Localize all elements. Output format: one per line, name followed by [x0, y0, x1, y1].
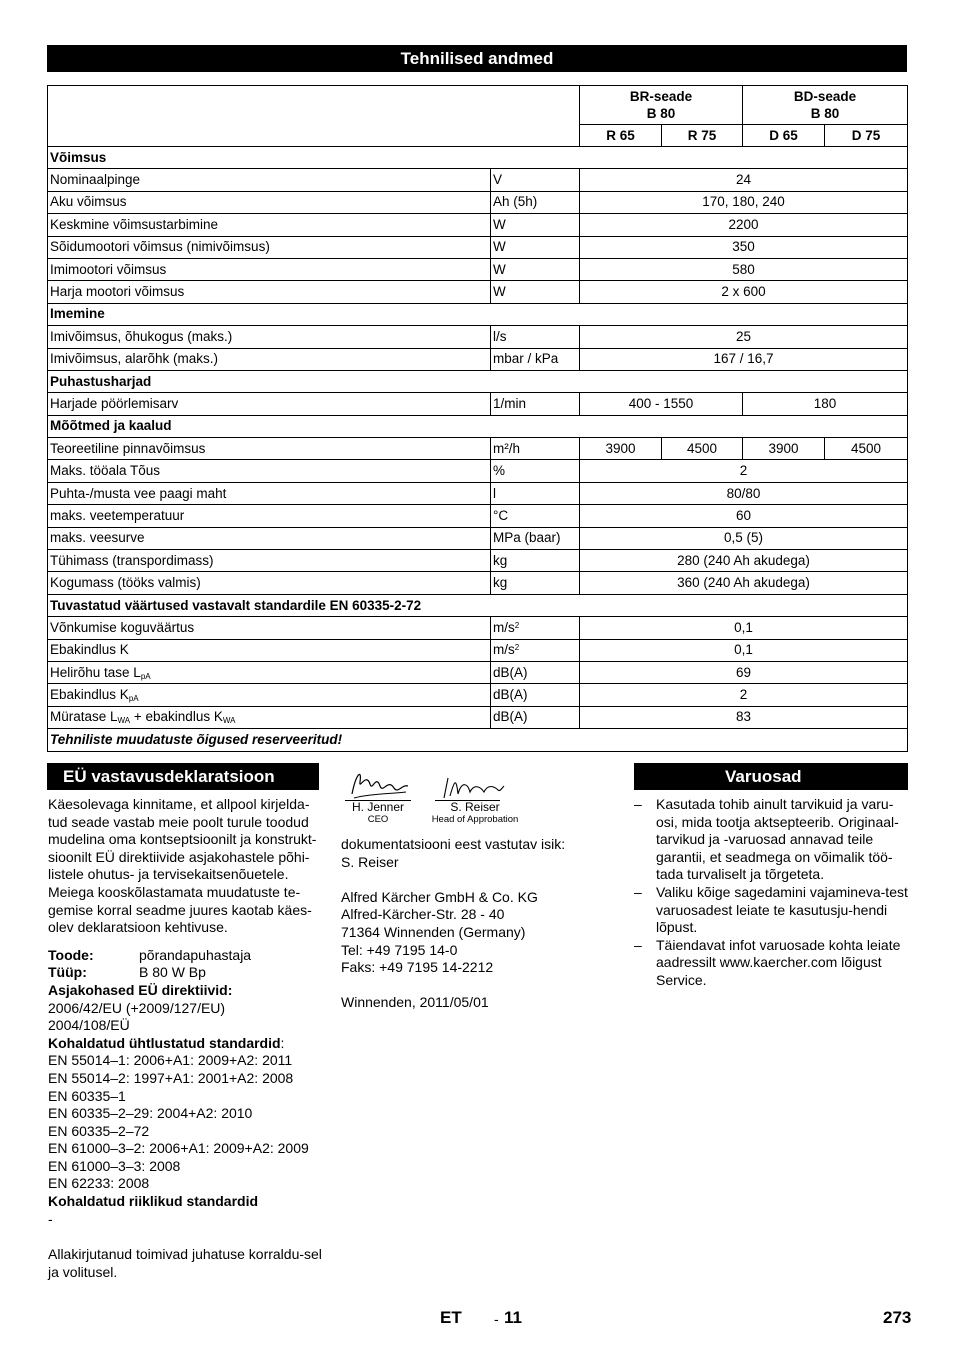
row-label [48, 661, 491, 683]
company-block [341, 836, 601, 1012]
row-label-text: Imimootori võimsus [50, 261, 167, 277]
row-label-text: maks. veetemperatuur [50, 507, 185, 523]
table-row [48, 661, 908, 683]
row-value: 24 [580, 169, 908, 191]
row-value: 180 [743, 393, 908, 415]
row-unit-text: W [493, 239, 506, 255]
variant-header: R 65 [580, 125, 662, 147]
row-unit [491, 281, 580, 303]
variant-header: D 65 [743, 125, 825, 147]
table-row [48, 438, 908, 460]
row-unit [491, 527, 580, 549]
footer-dash: - [494, 1311, 499, 1327]
row-value: 4500 [662, 438, 743, 460]
directive-item: 2004/108/EÜ [48, 1017, 130, 1034]
closing-text: Allakirjutanud toimivad juhatuse korraldu-sel ja volitusel. [48, 1246, 322, 1280]
row-unit-text: MPa (baar) [493, 530, 561, 546]
row-unit-text: mbar / kPa [493, 351, 559, 367]
list-item: – Täiendavat infot varuosade kohta leiate aadressilt www.kaercher.com lõigust Service. [634, 937, 908, 990]
row-unit [491, 684, 580, 706]
row-unit-text: Ah (5h) [493, 194, 538, 210]
standard-item: EN 60335–2–72 [48, 1122, 150, 1139]
table-row [48, 482, 908, 504]
footer-lang: ET [440, 1308, 462, 1327]
row-unit-text: m/s [493, 619, 515, 635]
row-value: 400 - 1550 [580, 393, 743, 415]
row-label-text: maks. veesurve [50, 530, 145, 546]
signer-2-name: S. Reiser [450, 800, 500, 814]
declaration-column [48, 796, 322, 1281]
directives-title: Asjakohased EÜ direktiivid: [48, 981, 233, 998]
standards-colon: : [280, 1034, 285, 1051]
table-section-row [48, 415, 908, 437]
row-label-text: Võnkumise koguväärtus [50, 619, 195, 635]
section-label: Võimsus [48, 147, 908, 169]
product-value: põrandapuhastaja [139, 946, 252, 963]
br-device-header [580, 86, 743, 125]
standard-item: EN 55014–2: 1997+A1: 2001+A2: 2008 [48, 1069, 294, 1086]
table-note-row [48, 729, 908, 751]
company-tel: Tel: +49 7195 14-0 [341, 941, 458, 958]
row-label [48, 550, 491, 572]
row-value: 83 [580, 706, 908, 728]
row-unit-text: dB(A) [493, 687, 528, 703]
row-label-text: Harja mootori võimsus [50, 284, 185, 300]
row-unit-text: W [493, 261, 506, 277]
technical-data-title: Tehnilised andmed [400, 49, 554, 68]
declaration-title: EÜ vastavusdeklaratsioon [63, 767, 275, 786]
spare-parts-column [634, 796, 908, 990]
signer-1-role: CEO [367, 814, 389, 825]
row-unit-text: dB(A) [493, 664, 528, 680]
row-label [48, 706, 491, 728]
table-header-blank [48, 86, 580, 147]
row-label [48, 169, 491, 191]
table-header-row [48, 86, 908, 125]
table-section-row [48, 370, 908, 392]
place-date: Winnenden, 2011/05/01 [341, 994, 489, 1011]
standard-item: EN 60335–1 [48, 1087, 126, 1104]
table-row [48, 214, 908, 236]
row-unit [491, 460, 580, 482]
row-label [48, 348, 491, 370]
row-label [48, 191, 491, 213]
row-unit [491, 482, 580, 504]
row-value: 580 [580, 258, 908, 280]
row-label-text: Sõidumootori võimsus (nimivõimsus) [50, 239, 270, 255]
table-row [48, 236, 908, 258]
row-unit-text: V [493, 172, 503, 188]
product-label: Toode: [48, 946, 94, 963]
signer-2 [425, 800, 525, 825]
variant-header: R 75 [662, 125, 743, 147]
standard-item: EN 55014–1: 2006+A1: 2009+A2: 2011 [48, 1052, 293, 1069]
row-unit [491, 661, 580, 683]
technical-data-table [47, 85, 908, 752]
table-row [48, 706, 908, 728]
row-unit-text: W [493, 284, 506, 300]
row-unit [491, 191, 580, 213]
row-label [48, 460, 491, 482]
row-label [48, 527, 491, 549]
section-label: Puhastusharjad [48, 370, 908, 392]
row-label [48, 236, 491, 258]
row-label-subscript: WA [222, 716, 236, 726]
section-label: Tuvastatud väärtused vastavalt standardile EN 60335-2-72 [48, 594, 908, 616]
table-row [48, 550, 908, 572]
section-header-technical-data [47, 45, 907, 72]
row-unit [491, 639, 580, 661]
row-unit [491, 214, 580, 236]
row-value: 0,1 [580, 639, 908, 661]
section-label: Imemine [48, 303, 908, 325]
row-label [48, 639, 491, 661]
row-unit [491, 169, 580, 191]
row-unit-text: kg [493, 552, 508, 568]
table-section-row [48, 147, 908, 169]
row-value: 0,5 (5) [580, 527, 908, 549]
row-unit [491, 393, 580, 415]
company-street: Alfred-Kärcher-Str. 28 - 40 [341, 906, 505, 923]
row-label [48, 214, 491, 236]
doc-responsible-label: dokumentatsiooni eest vastutav isik: [341, 836, 566, 852]
row-label-text: Imivõimsus, alarõhk (maks.) [50, 351, 219, 367]
table-row [48, 684, 908, 706]
row-value: 3900 [743, 438, 825, 460]
row-label-text: Müratase L [50, 709, 118, 725]
row-label-text: Kogumass (tööks valmis) [50, 575, 201, 591]
row-label-text: + ebakindlus K [130, 709, 223, 725]
row-value: 2 [580, 460, 908, 482]
row-label-text: Teoreetiline pinnavõimsus [50, 440, 206, 456]
table-row [48, 527, 908, 549]
section-header-spare-parts [634, 763, 908, 790]
row-label [48, 326, 491, 348]
row-unit-text: l/s [493, 328, 507, 344]
row-value: 280 (240 Ah akudega) [580, 550, 908, 572]
row-unit [491, 572, 580, 594]
row-unit [491, 258, 580, 280]
table-row [48, 617, 908, 639]
row-value: 2200 [580, 214, 908, 236]
standards-title: Kohaldatud ühtlustatud standardid [48, 1034, 281, 1051]
row-label-subscript: WA [117, 716, 131, 726]
row-value: 2 [580, 684, 908, 706]
spare-parts-title: Varuosad [725, 767, 802, 786]
footer-local-page: 11 [504, 1308, 522, 1327]
br-device-model: B 80 [646, 106, 676, 121]
row-unit-text: l [493, 485, 496, 501]
row-unit [491, 438, 580, 460]
row-unit-text: dB(A) [493, 709, 528, 725]
row-value: 170, 180, 240 [580, 191, 908, 213]
row-label-subscript: pA [140, 671, 151, 681]
row-unit [491, 348, 580, 370]
table-row [48, 258, 908, 280]
row-value: 350 [580, 236, 908, 258]
row-label [48, 684, 491, 706]
row-label [48, 438, 491, 460]
footer-global-page: 273 [883, 1308, 912, 1327]
row-label [48, 258, 491, 280]
row-label-text: Harjade pöörlemisarv [50, 395, 179, 411]
list-item: – Valiku kõige sagedamini vajamineva-test varuosadest leiate te kasutusju-hendi lõpust. [634, 884, 908, 937]
product-line [48, 947, 322, 965]
type-label: Tüüp: [48, 964, 87, 981]
variant-header: D 75 [825, 125, 908, 147]
standard-item: EN 61000–3–2: 2006+A1: 2009+A2: 2009 [48, 1140, 309, 1157]
signature-reiser-image [440, 774, 506, 802]
row-unit [491, 505, 580, 527]
row-unit-text: % [493, 463, 506, 479]
row-label-text: Aku võimsus [50, 194, 127, 210]
spare-parts-list [634, 796, 908, 990]
national-standards-title: Kohaldatud riiklikud standardid [48, 1193, 259, 1210]
signer-1-name: H. Jenner [351, 800, 405, 814]
row-label-text: Ebakindlus K [50, 687, 129, 703]
row-label-subscript: pA [128, 694, 139, 704]
row-unit [491, 550, 580, 572]
standard-item: EN 62233: 2008 [48, 1175, 150, 1192]
row-unit-text: °C [493, 507, 509, 523]
table-section-row [48, 594, 908, 616]
section-label: Mõõtmed ja kaalud [48, 415, 908, 437]
bd-device-label: BD-seade [793, 89, 857, 104]
directive-item: 2006/42/EU (+2009/127/EU) [48, 999, 226, 1016]
row-unit [491, 706, 580, 728]
table-section-row [48, 303, 908, 325]
row-unit-text: kg [493, 575, 508, 591]
row-unit-text: m²/h [493, 440, 520, 456]
table-row [48, 393, 908, 415]
type-value: B 80 W Bp [139, 964, 206, 981]
row-value: 167 / 16,7 [580, 348, 908, 370]
table-row [48, 326, 908, 348]
row-label [48, 482, 491, 504]
company-city: 71364 Winnenden (Germany) [341, 923, 526, 940]
row-unit-text: W [493, 216, 506, 232]
standard-item: EN 60335–2–29: 2004+A2: 2010 [48, 1105, 253, 1122]
table-row [48, 639, 908, 661]
row-label [48, 617, 491, 639]
bd-device-model: B 80 [810, 106, 840, 121]
type-line [48, 964, 322, 982]
row-value: 4500 [825, 438, 908, 460]
row-value: 2 x 600 [580, 281, 908, 303]
row-unit [491, 236, 580, 258]
row-value: 25 [580, 326, 908, 348]
row-label-text: Helirõhu tase L [50, 664, 141, 680]
declaration-intro: Käesolevaga kinnitame, et allpool kirjelda-tud seade vastab meie poolt turule toodud mudelina oma kontseptsioonilt ja konstrukt-sioonilt EÜ direktiivide asjakohastele põhi-listele ohutus- ja tervisekaitsenõuetele. Meiega kooskõlastamata muudatuste te-gemise korral seadme juures kaotab käes-olev deklaratsioon kehtivuse. [48, 796, 317, 936]
row-label [48, 572, 491, 594]
signer-2-role: Head of Approbation [431, 814, 519, 825]
list-item: – Kasutada tohib ainult tarvikuid ja varu-osi, mida tootja aktsepteerib. Originaal-tarvikud ja -varuosad annavad teile garantii, et seadmega on võimalik töö-tada turvaliselt ja tõrgeteta. [634, 796, 908, 884]
row-value: 60 [580, 505, 908, 527]
table-row [48, 348, 908, 370]
row-label-text: Puhta-/musta vee paagi maht [50, 485, 227, 501]
doc-responsible-name: S. Reiser [341, 853, 399, 870]
row-label [48, 281, 491, 303]
row-unit-superscript: 2 [514, 643, 520, 653]
row-value: 360 (240 Ah akudega) [580, 572, 908, 594]
table-row [48, 572, 908, 594]
row-label-text: Imivõimsus, õhukogus (maks.) [50, 328, 233, 344]
row-label-text: Ebakindlus K [50, 642, 129, 658]
row-label-text: Nominaalpinge [50, 172, 141, 188]
row-label-text: Maks. tööala Tõus [50, 463, 161, 479]
row-label [48, 505, 491, 527]
company-fax: Faks: +49 7195 14-2212 [341, 959, 494, 976]
table-note: Tehniliste muudatuste õigused reserveeritud! [48, 729, 908, 751]
signature-jenner-image [348, 764, 410, 802]
table-row [48, 460, 908, 482]
company-name: Alfred Kärcher GmbH & Co. KG [341, 888, 538, 905]
table-row [48, 281, 908, 303]
table-row [48, 191, 908, 213]
standard-item: EN 61000–3–3: 2008 [48, 1157, 181, 1174]
table-row [48, 169, 908, 191]
row-value: 0,1 [580, 617, 908, 639]
row-value: 80/80 [580, 482, 908, 504]
row-unit-text: 1/min [493, 395, 527, 411]
table-row [48, 505, 908, 527]
row-unit [491, 326, 580, 348]
row-unit [491, 617, 580, 639]
row-label-text: Keskmine võimsustarbimine [50, 216, 219, 232]
national-standards-value: - [48, 1210, 53, 1227]
row-value: 69 [580, 661, 908, 683]
row-value: 3900 [580, 438, 662, 460]
bd-device-header [743, 86, 908, 125]
row-label [48, 393, 491, 415]
signer-1 [342, 800, 414, 825]
row-unit-text: m/s [493, 642, 515, 658]
row-label-text: Tühimass (transpordimass) [50, 552, 214, 568]
br-device-label: BR-seade [629, 89, 693, 104]
section-header-declaration [47, 763, 319, 790]
standards-title-line [48, 1035, 322, 1053]
row-unit-superscript: 2 [514, 620, 520, 630]
